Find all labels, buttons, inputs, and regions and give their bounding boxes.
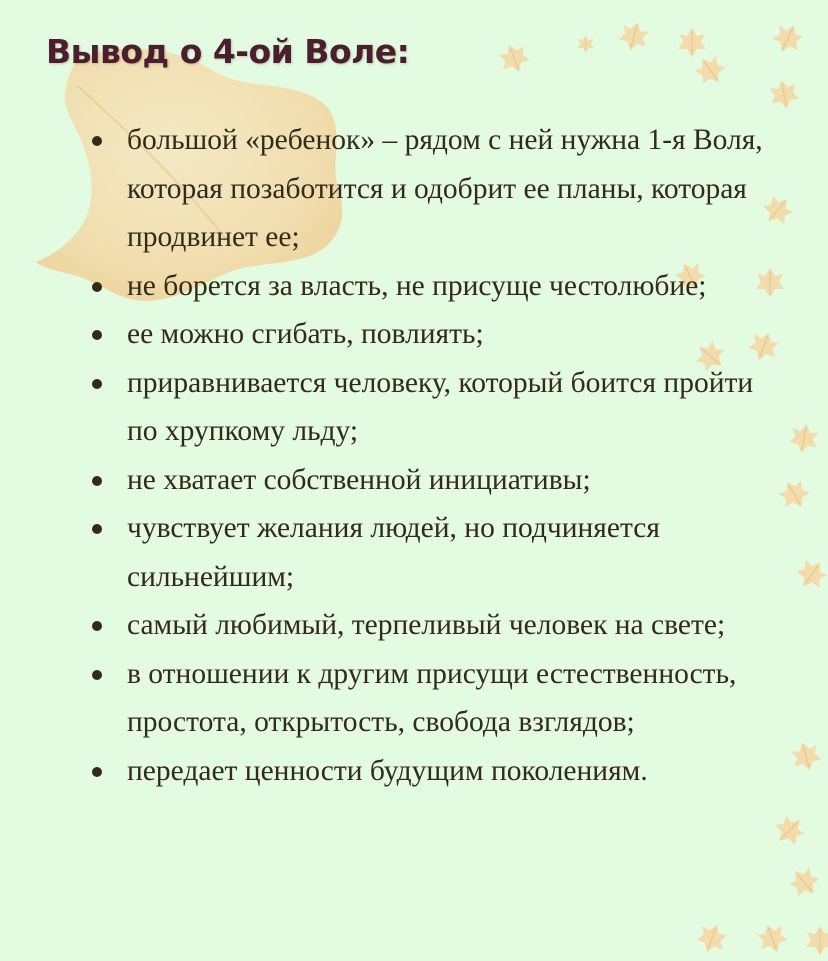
list-item <box>88 116 788 262</box>
list-item-text: в отношении к другим присущи естественность, простота, открытость, свобода взглядов; <box>127 657 737 738</box>
list-item <box>88 359 788 456</box>
bullet-list <box>88 116 788 795</box>
list-item <box>88 456 788 505</box>
list-item-text: самый любимый, терпеливый человек на свете; <box>127 609 726 641</box>
list-item-text: не хватает собственной инициативы; <box>127 463 591 496</box>
list-item-text: передает ценности будущим поколениям. <box>127 754 648 787</box>
list-item <box>88 262 788 311</box>
bullet-icon <box>92 476 102 486</box>
list-item-text: чувствует желания людей, но подчиняется сильнейшим; <box>127 512 660 593</box>
bullet-icon <box>92 379 102 389</box>
bullet-icon <box>92 621 102 631</box>
list-item-text: не борется за власть, не присуще честолюбие; <box>127 269 707 302</box>
list-item <box>88 650 788 747</box>
slide-title: Вывод о 4-ой Воле: <box>46 32 410 71</box>
list-item <box>88 747 788 796</box>
list-item-text: большой «ребенок» – рядом с ней нужна 1-я Воля, которая позаботится и одобрит ее планы, которая продвинет ее; <box>127 124 763 253</box>
list-item <box>88 504 788 601</box>
list-item-text: приравнивается человеку, который боится пройти по хрупкому льду; <box>127 366 754 447</box>
bullet-icon <box>92 524 102 534</box>
list-item <box>88 310 788 359</box>
list-item-text: ее можно сгибать, повлиять; <box>127 318 484 350</box>
bullet-icon <box>92 670 102 680</box>
bullet-icon <box>92 136 102 146</box>
bullet-icon <box>92 282 102 292</box>
bullet-icon <box>92 767 102 777</box>
list-item <box>88 601 788 650</box>
bullet-icon <box>92 330 102 340</box>
